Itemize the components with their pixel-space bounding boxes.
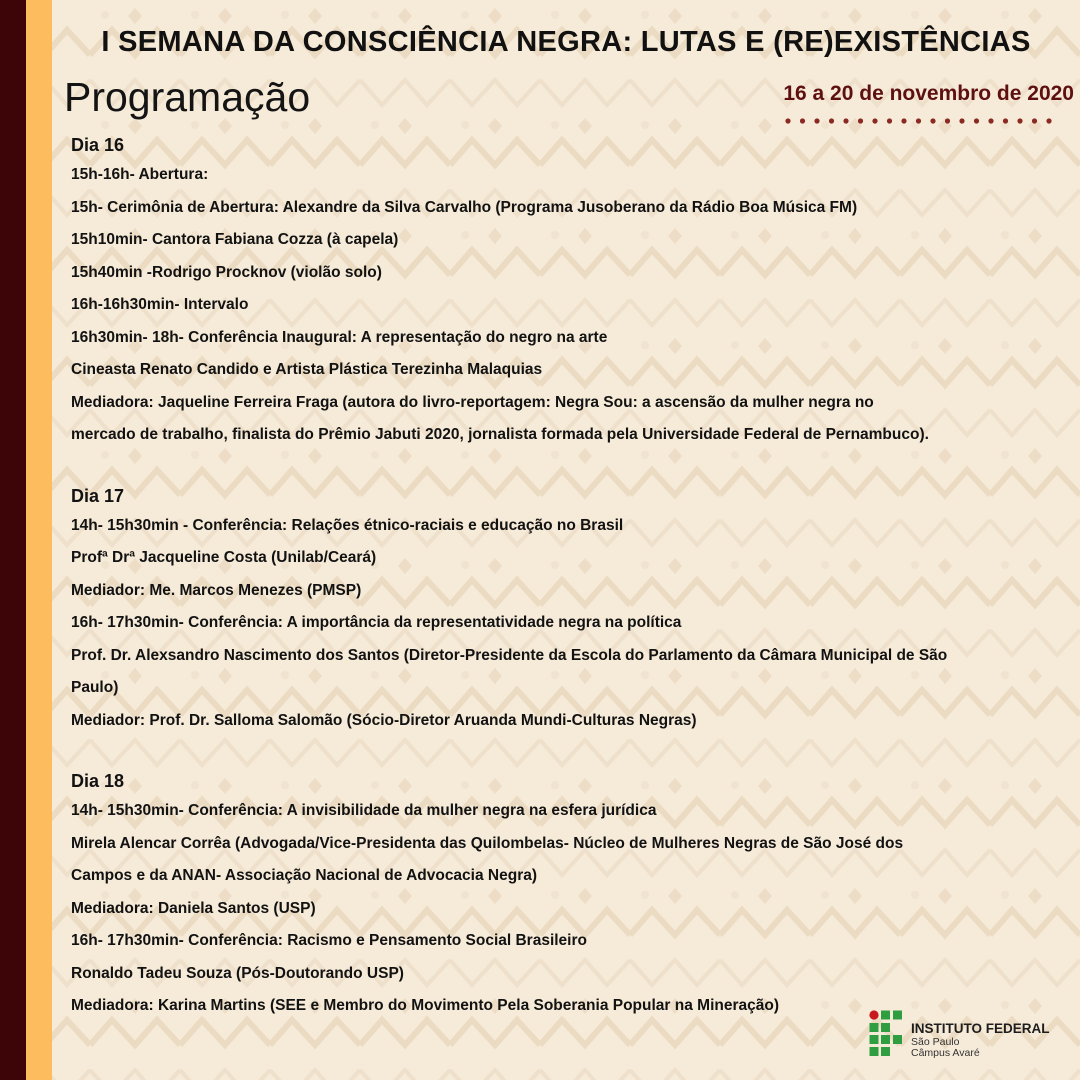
schedule-line: mercado de trabalho, finalista do Prêmio Jabuti 2020, jornalista formada pela Universidade Federal de Pernambuco). — [71, 426, 929, 443]
schedule-line: Cineasta Renato Candido e Artista Plástica Terezinha Malaquias — [71, 361, 543, 378]
event-title: I SEMANA DA CONSCIÊNCIA NEGRA: LUTAS E (RE)EXISTÊNCIAS — [101, 26, 1031, 58]
schedule-line: 16h- 17h30min- Conferência: A importância da representatividade negra na política — [71, 614, 682, 631]
schedule-line: Ronaldo Tadeu Souza (Pós-Doutorando USP) — [71, 964, 404, 982]
schedule-line: Mediadora: Daniela Santos (USP) — [71, 899, 316, 917]
schedule-line: Paulo) — [71, 679, 119, 696]
logo-subtitle — [911, 1037, 980, 1059]
schedule-line: Campos e da ANAN- Associação Nacional de Advocacia Negra) — [71, 867, 538, 884]
schedule-line: 14h- 15h30min- Conferência: A invisibilidade da mulher negra na esfera jurídica — [71, 802, 657, 819]
schedule-line: 16h30min- 18h- Conferência Inaugural: A representação do negro na arte — [71, 328, 608, 346]
schedule-line: Mediadora: Karina Martins (SEE e Membro do Movimento Pela Soberania Popular na Mineração) — [71, 997, 779, 1014]
schedule-line: Prof. Dr. Alexsandro Nascimento dos Santos (Diretor-Presidente da Escola do Parlamento da Câmara Municipal de São — [71, 646, 948, 664]
left-stripe-gold — [26, 0, 52, 1080]
institute-logo — [869, 1010, 1059, 1065]
schedule-line: Mirela Alencar Corrêa (Advogada/Vice-Presidenta das Quilombelas- Núcleo de Mulheres Negras de São José dos — [71, 834, 904, 852]
schedule-line: 14h- 15h30min - Conferência: Relações étnico-raciais e educação no Brasil — [71, 516, 624, 534]
date-range: 16 a 20 de novembro de 2020 — [783, 82, 1074, 105]
institute-logo-icon — [869, 1010, 903, 1060]
schedule-line: 15h40min -Rodrigo Procknov (violão solo) — [71, 263, 382, 281]
left-stripe-dark — [0, 0, 26, 1080]
schedule-line: Profª Drª Jacqueline Costa (Unilab/Ceará) — [71, 549, 377, 566]
day-title: Dia 17 — [71, 485, 125, 506]
schedule-line: 15h10min- Cantora Fabiana Cozza (à capela) — [71, 231, 399, 248]
section-title: Programação — [64, 74, 311, 120]
schedule-line: Mediadora: Jaqueline Ferreira Fraga (autora do livro-reportagem: Negra Sou: a ascensão da mulher negra no — [71, 393, 874, 411]
logo-campus-state: São Paulo — [911, 1036, 960, 1048]
day-title: Dia 16 — [71, 135, 125, 155]
schedule-line: 16h- 17h30min- Conferência: Racismo e Pensamento Social Brasileiro — [71, 932, 587, 949]
day-title: Dia 18 — [71, 771, 125, 791]
program-list — [71, 131, 1061, 1023]
schedule-line: 15h-16h- Abertura: — [71, 166, 209, 183]
schedule-line: Mediador: Me. Marcos Menezes (PMSP) — [71, 581, 362, 599]
dotted-divider — [784, 117, 1056, 125]
logo-title: INSTITUTO FEDERAL — [911, 1021, 1050, 1036]
schedule-line: 15h- Cerimônia de Abertura: Alexandre da Silva Carvalho (Programa Jusoberano da Rádio Boa Música FM) — [71, 198, 858, 216]
logo-campus-city: Câmpus Avaré — [911, 1047, 980, 1059]
schedule-line: 16h-16h30min- Intervalo — [71, 296, 249, 313]
schedule-line: Mediador: Prof. Dr. Salloma Salomão (Sócio-Diretor Aruanda Mundi-Culturas Negras) — [71, 711, 697, 729]
